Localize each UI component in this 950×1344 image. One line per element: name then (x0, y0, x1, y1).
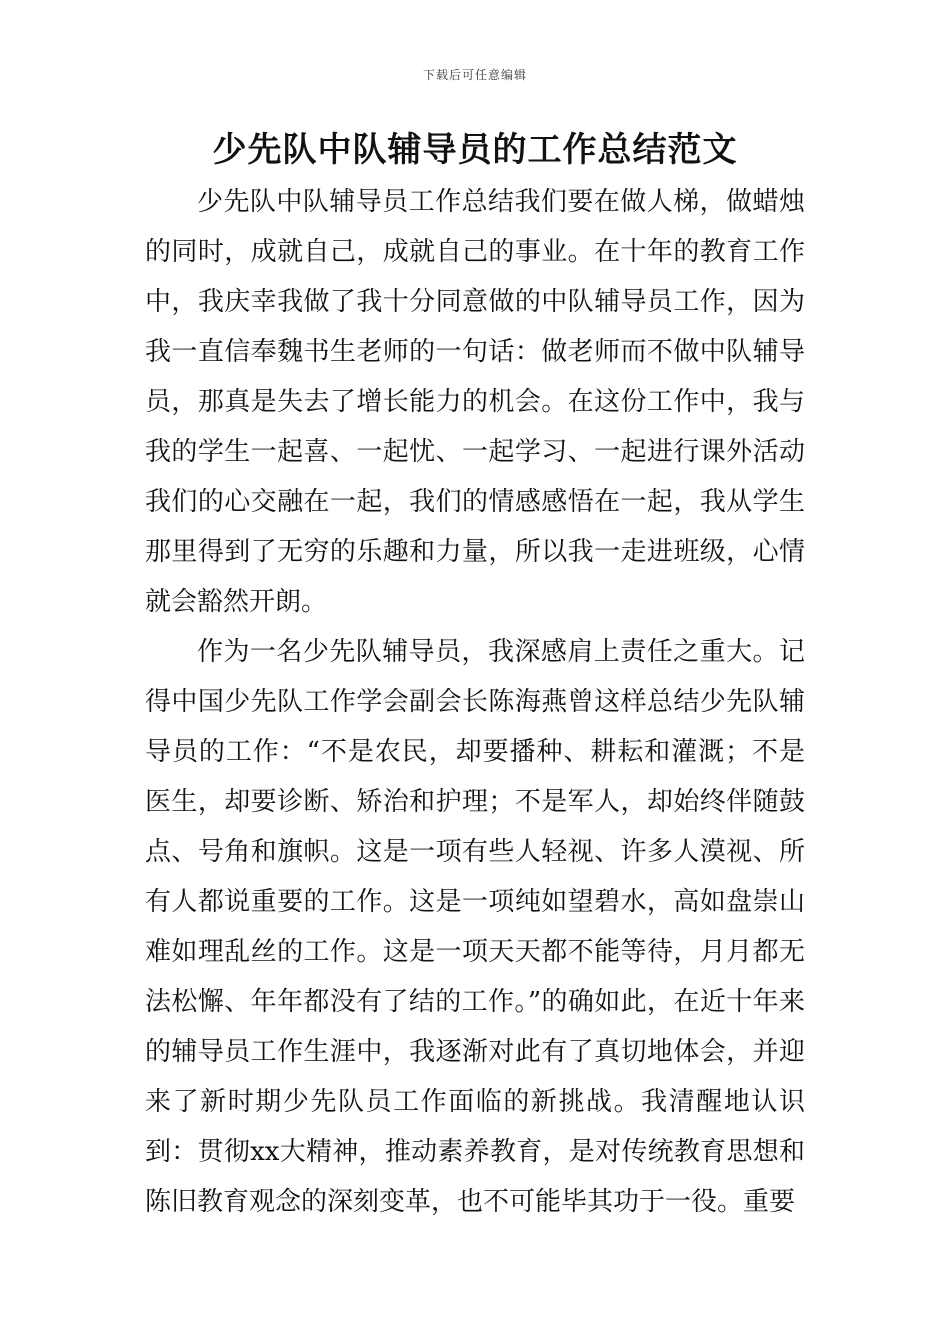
paragraph-2: 作为一名少先队辅导员，我深感肩上责任之重大。记得中国少先队工作学会副会长陈海燕曾这样总结少先队辅导员的工作：“不是农民，却要播种、耕耘和灌溉；不是医生，却要诊断、矫治和护理；不是军人，却始终伴随鼓点、号角和旗帜。这是一项有些人轻视、许多人漠视、所有人都说重要的工作。这是一项纯如望碧水，高如盘崇山难如理乱丝的工作。这是一项天天都不能等待，月月都无法松懈、年年都没有了结的工作。”的确如此，在近十年来的辅导员工作生涯中，我逐渐对此有了真切地体会，并迎来了新时期少先队员工作面临的新挑战。我清醒地认识到：贯彻xx大精神，推动素养教育，是对传统教育思想和陈旧教育观念的深刻变革，也不可能毕其功于一役。重要 (145, 637, 805, 1217)
header-note: 下载后可任意编辑 (422, 68, 527, 82)
document-title: 少先队中队辅导员的工作总结范文 (212, 130, 738, 170)
document-body (145, 177, 805, 1227)
paragraph-1: 少先队中队辅导员工作总结我们要在做人梯，做蜡烛的同时，成就自己，成就自己的事业。在十年的教育工作中，我庆幸我做了我十分同意做的中队辅导员工作，因为我一直信奉魏书生老师的一句话：做老师而不做中队辅导员，那真是失去了增长能力的机会。在这份工作中，我与我的学生一起喜、一起忧、一起学习、一起进行课外活动我们的心交融在一起，我们的情感感悟在一起，我从学生那里得到了无穷的乐趣和力量，所以我一走进班级，心情就会豁然开朗。 (145, 187, 805, 617)
